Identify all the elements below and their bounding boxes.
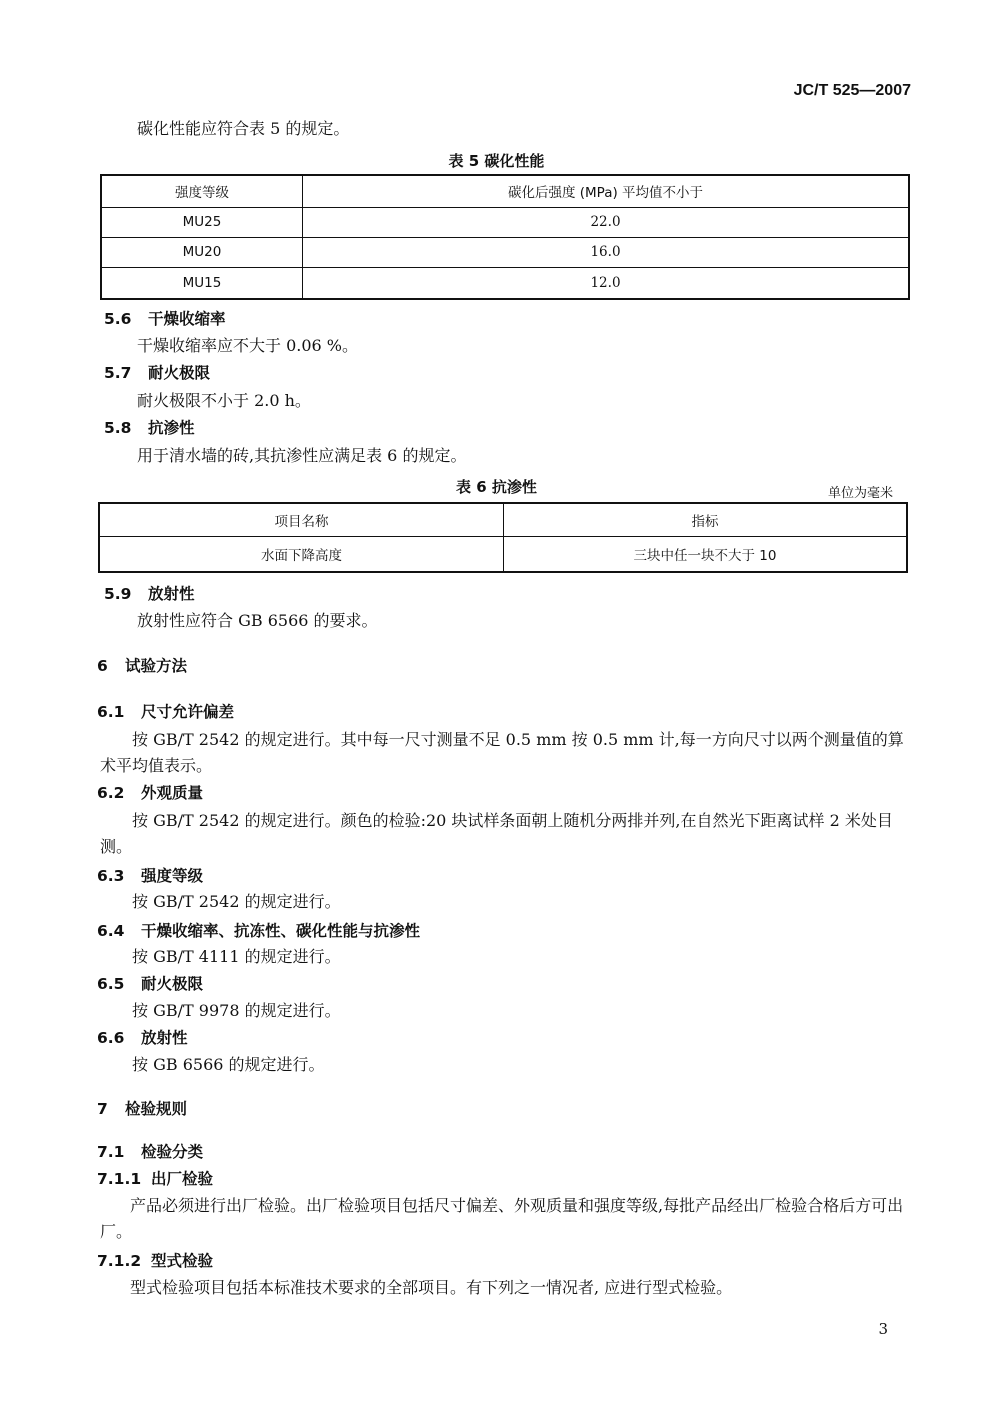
text-6-1: 按 GB/T 2542 的规定进行。其中每一尺寸测量不足 0.5 mm 按 0.5 mm 计,每一方向尺寸以两个测量值的算术平均值表示。 bbox=[100, 730, 904, 775]
heading-number: 7.1.1 bbox=[97, 1170, 142, 1188]
heading-number: 7.1 bbox=[97, 1143, 125, 1161]
heading-number: 7.1.2 bbox=[97, 1252, 142, 1270]
heading-number: 6.3 bbox=[97, 867, 125, 885]
table5-header-row bbox=[101, 175, 909, 207]
table5-cell-strength: 16.0 bbox=[303, 237, 910, 267]
heading-title: 抗渗性 bbox=[148, 419, 195, 437]
table6-col-index: 指标 bbox=[504, 503, 908, 536]
table5-cell-strength: 12.0 bbox=[303, 267, 910, 299]
heading-7-1-1 bbox=[97, 1167, 213, 1189]
heading-title: 试验方法 bbox=[125, 657, 188, 675]
heading-title: 干燥收缩率、抗冻性、碳化性能与抗渗性 bbox=[141, 922, 421, 940]
heading-title: 出厂检验 bbox=[151, 1170, 214, 1188]
heading-title: 放射性 bbox=[148, 585, 195, 603]
heading-6-2 bbox=[97, 781, 203, 803]
heading-6-6 bbox=[97, 1026, 188, 1048]
text-5-8: 用于清水墙的砖,其抗渗性应满足表 6 的规定。 bbox=[137, 446, 467, 465]
heading-number: 7 bbox=[97, 1100, 108, 1118]
heading-number: 6.4 bbox=[97, 922, 125, 940]
heading-title: 外观质量 bbox=[141, 784, 204, 802]
standard-code: JC/T 525—2007 bbox=[793, 82, 911, 99]
text-5-9: 放射性应符合 GB 6566 的要求。 bbox=[137, 611, 378, 630]
table5-cell-grade: MU20 bbox=[101, 237, 303, 267]
heading-title: 尺寸允许偏差 bbox=[141, 703, 235, 721]
table5-col-grade: 强度等级 bbox=[101, 175, 303, 207]
heading-7-1-2 bbox=[97, 1249, 213, 1271]
heading-title: 放射性 bbox=[141, 1029, 188, 1047]
table6 bbox=[98, 502, 908, 573]
heading-number: 5.6 bbox=[104, 310, 132, 328]
table5-col-strength: 碳化后强度 (MPa) 平均值不小于 bbox=[303, 175, 910, 207]
text-6-4: 按 GB/T 4111 的规定进行。 bbox=[132, 947, 341, 966]
heading-number: 5.8 bbox=[104, 419, 132, 437]
table-row bbox=[101, 237, 909, 267]
heading-title: 检验规则 bbox=[125, 1100, 188, 1118]
heading-5-6 bbox=[104, 307, 226, 329]
table5-title: 表 5 碳化性能 bbox=[448, 152, 545, 170]
heading-title: 检验分类 bbox=[141, 1143, 204, 1161]
table5 bbox=[100, 174, 910, 300]
page-number: 3 bbox=[878, 1320, 888, 1338]
text-7-1-2: 型式检验项目包括本标准技术要求的全部项目。有下列之一情况者, 应进行型式检验。 bbox=[130, 1278, 733, 1297]
table-row bbox=[101, 267, 909, 299]
heading-number: 6 bbox=[97, 657, 108, 675]
heading-6-1 bbox=[97, 700, 234, 722]
heading-5-8 bbox=[104, 416, 195, 438]
heading-title: 型式检验 bbox=[151, 1252, 214, 1270]
heading-number: 6.1 bbox=[97, 703, 125, 721]
table-row bbox=[99, 536, 907, 572]
heading-title: 强度等级 bbox=[141, 867, 204, 885]
heading-5-9 bbox=[104, 582, 195, 604]
table5-cell-grade: MU15 bbox=[101, 267, 303, 299]
text-6-3: 按 GB/T 2542 的规定进行。 bbox=[132, 892, 341, 911]
heading-6-3 bbox=[97, 864, 203, 886]
table6-cell-index: 三块中任一块不大于 10 bbox=[504, 536, 908, 572]
table6-cell-item: 水面下降高度 bbox=[99, 536, 504, 572]
intro-text: 碳化性能应符合表 5 的规定。 bbox=[137, 119, 350, 138]
table6-unit-note: 单位为毫米 bbox=[827, 486, 893, 501]
heading-6-5 bbox=[97, 972, 203, 994]
heading-number: 6.5 bbox=[97, 975, 125, 993]
table6-col-item: 项目名称 bbox=[99, 503, 504, 536]
heading-title: 耐火极限 bbox=[148, 364, 211, 382]
heading-5-7 bbox=[104, 361, 210, 383]
text-6-6: 按 GB 6566 的规定进行。 bbox=[132, 1055, 325, 1074]
table6-header-row bbox=[99, 503, 907, 536]
heading-title: 干燥收缩率 bbox=[148, 310, 226, 328]
text-5-6: 干燥收缩率应不大于 0.06 %。 bbox=[137, 336, 359, 355]
text-6-2: 按 GB/T 2542 的规定进行。颜色的检验:20 块试样条面朝上随机分两排并列,在自然光下距离试样 2 米处目测。 bbox=[100, 811, 893, 856]
table5-cell-grade: MU25 bbox=[101, 207, 303, 237]
table5-cell-strength: 22.0 bbox=[303, 207, 910, 237]
text-6-5: 按 GB/T 9978 的规定进行。 bbox=[132, 1001, 341, 1020]
heading-6-4 bbox=[97, 919, 420, 941]
heading-number: 6.6 bbox=[97, 1029, 125, 1047]
heading-7 bbox=[97, 1097, 187, 1119]
heading-7-1 bbox=[97, 1140, 203, 1162]
heading-number: 6.2 bbox=[97, 784, 125, 802]
heading-number: 5.9 bbox=[104, 585, 132, 603]
table6-title: 表 6 抗渗性 bbox=[456, 478, 537, 496]
table-row bbox=[101, 207, 909, 237]
heading-6 bbox=[97, 654, 187, 676]
text-7-1-1: 产品必须进行出厂检验。出厂检验项目包括尺寸偏差、外观质量和强度等级,每批产品经出厂检验合格后方可出厂。 bbox=[100, 1196, 904, 1241]
text-5-7: 耐火极限不小于 2.0 h。 bbox=[137, 391, 311, 410]
heading-title: 耐火极限 bbox=[141, 975, 204, 993]
heading-number: 5.7 bbox=[104, 364, 132, 382]
